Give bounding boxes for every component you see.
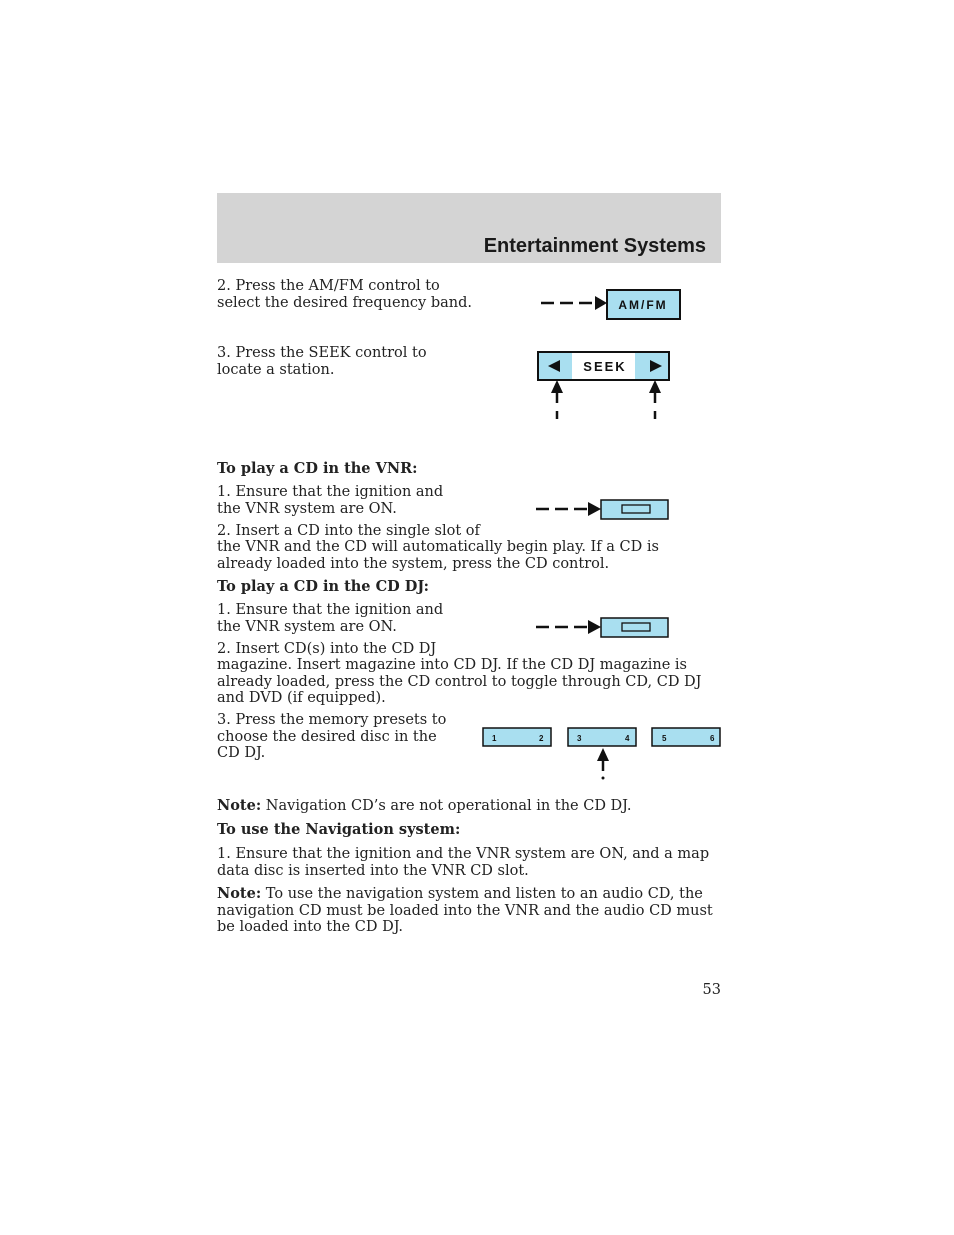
navigation-heading: To use the Navigation system:: [217, 821, 461, 838]
seek-label: SEEK: [583, 359, 627, 374]
vnr-step2-text: the VNR and the CD will automatically begin play. If a CD is already loaded into the system, press the CD control.: [217, 539, 659, 572]
vnr-step1-text: 1. Ensure that the ignition and the VNR system are ON.: [217, 484, 444, 517]
header-band: [217, 193, 721, 263]
preset-label: 1: [492, 734, 497, 743]
amfm-step-text: 2. Press the AM/FM control to select the desired frequency band.: [217, 278, 472, 311]
cddj-heading: To play a CD in the CD DJ:: [217, 578, 429, 595]
pointer-dot: [602, 777, 605, 780]
navigation-step1-text: 1. Ensure that the ignition and the VNR system are ON, and a map data disc is inserted into the VNR CD slot.: [217, 846, 710, 879]
cd-button: [601, 500, 668, 519]
note-navigation-cd: [217, 798, 722, 815]
arrow-head-icon: [595, 296, 607, 310]
preset-label: 6: [710, 734, 715, 743]
pointer-arrow-icon: [649, 380, 661, 393]
note-audio-cd: [217, 886, 722, 936]
cd-button: [601, 618, 668, 637]
page-title: Entertainment Systems: [483, 235, 706, 257]
amfm-diagram: [538, 288, 683, 322]
seek-diagram: [535, 349, 675, 423]
vnr-heading: To play a CD in the VNR:: [217, 460, 418, 477]
vnr-cd-diagram: [533, 497, 673, 523]
seek-step-text: 3. Press the SEEK control to locate a station.: [217, 345, 427, 378]
cddj-step3-text: 3. Press the memory presets to choose the desired disc in the CD DJ.: [217, 712, 447, 761]
pointer-arrow-icon: [597, 748, 609, 761]
cddj-step2-text: magazine. Insert magazine into CD DJ. If the CD DJ magazine is already loaded, press the CD control to toggle through CD, CD DJ and DVD (if equipped).: [217, 657, 702, 706]
preset-label: 5: [662, 734, 667, 743]
cddj-cd-diagram: [533, 615, 673, 641]
preset-label: 4: [625, 734, 630, 743]
note-label: Note:: [217, 797, 262, 814]
presets-diagram: [480, 725, 724, 783]
cddj-step2-line1: 2. Insert CD(s) into the CD DJ: [217, 641, 437, 657]
arrow-head-icon: [588, 502, 601, 516]
amfm-button-label: AM/FM: [618, 298, 668, 312]
arrow-head-icon: [588, 620, 601, 634]
note-text: To use the navigation system and listen to an audio CD, the navigation CD must be loaded into the VNR and the audio CD must be loaded into the CD DJ.: [217, 886, 713, 935]
cddj-step1-text: 1. Ensure that the ignition and the VNR system are ON.: [217, 602, 444, 635]
pointer-arrow-icon: [551, 380, 563, 393]
note-text: Navigation CD’s are not operational in the CD DJ.: [261, 798, 632, 814]
preset-label: 3: [577, 734, 582, 743]
preset-label: 2: [539, 734, 544, 743]
note-label: Note:: [217, 885, 262, 902]
page-number: 53: [702, 982, 721, 998]
vnr-step2-line1: 2. Insert a CD into the single slot of: [217, 523, 480, 539]
